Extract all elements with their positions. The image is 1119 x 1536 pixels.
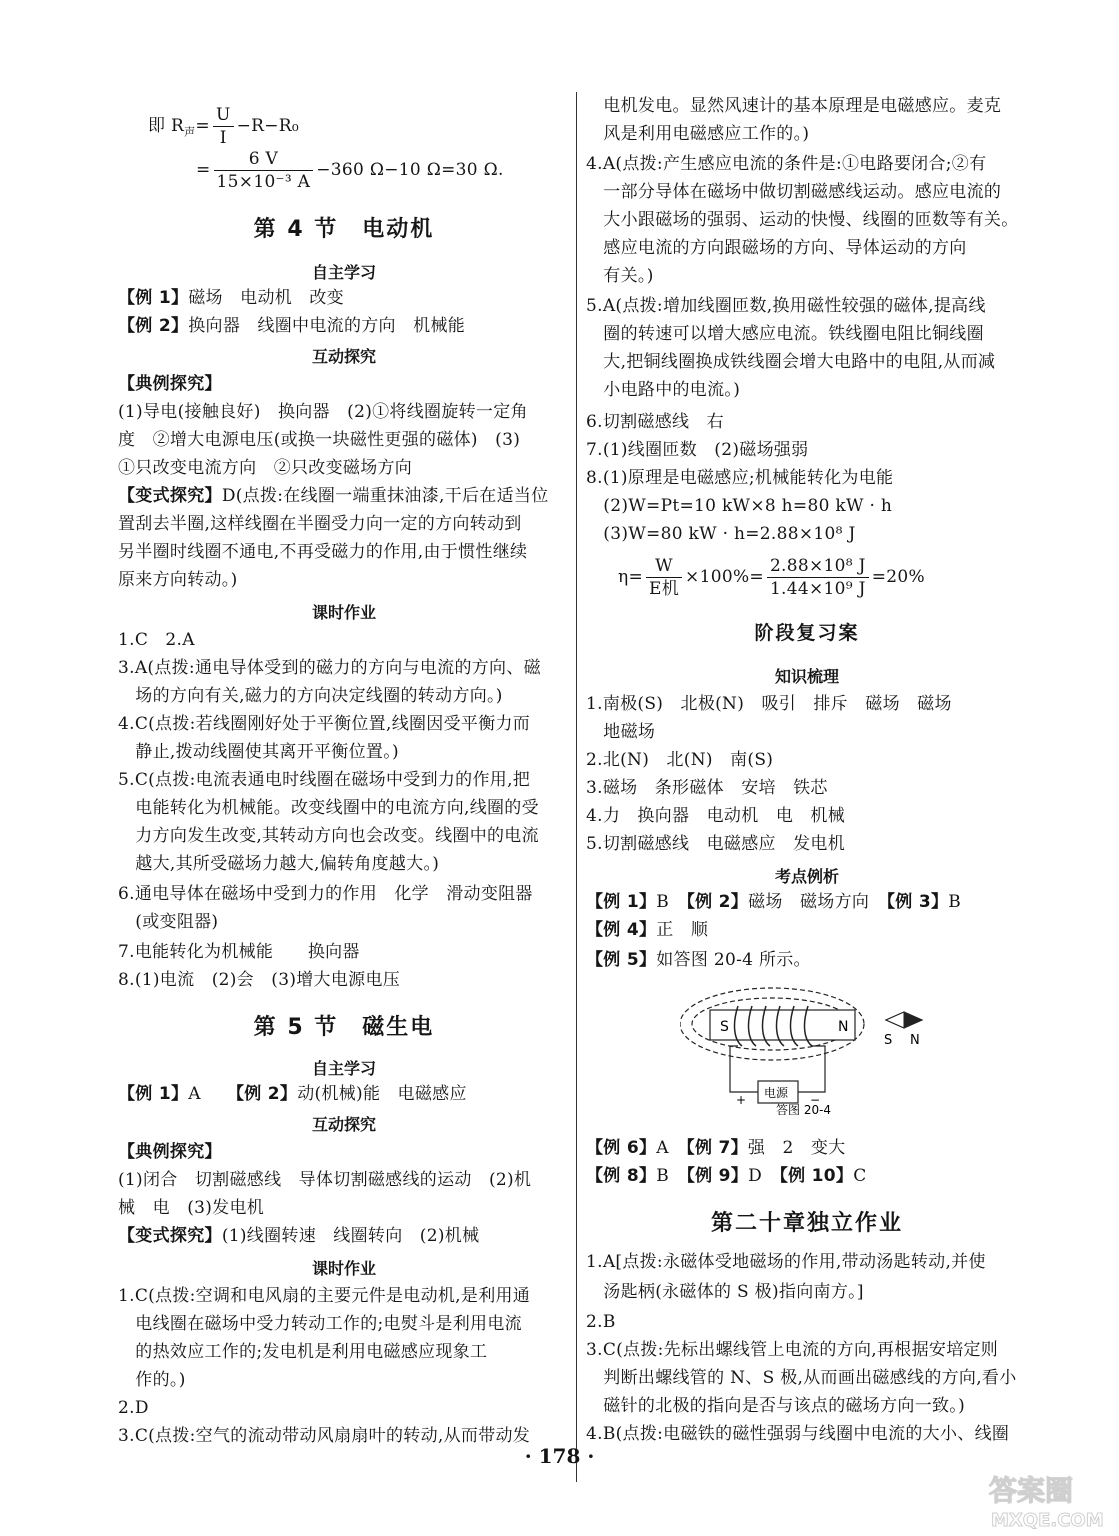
sec5-hw-line: 作的。) — [118, 1370, 186, 1390]
analysis-examples-8-10: 【例 8】B 【例 9】D 【例 10】C — [586, 1166, 867, 1186]
right-line: 风是利用电磁感应工作的。) — [586, 124, 810, 144]
review-item: 5.切割磁感线 电磁感应 发电机 — [586, 834, 846, 854]
section-5-sub-self-study: 自主学习 — [311, 1059, 376, 1078]
solenoid-s-pole: S — [720, 1019, 729, 1035]
fraction-u-over-i: $\frac{U}{I}$ — [213, 104, 234, 149]
sec4-hw-line: 8.(1)电流 (2)会 (3)增大电源电压 — [118, 970, 401, 990]
formula-line-1: 即 $R_声=$ $\frac{U}{I}$ −R−R₀ — [148, 105, 300, 148]
right-line: (3)W=80 kW · h=2.88×10⁸ J — [586, 524, 856, 544]
fraction-w-over-e: $\frac{W}{\text{E机}}$ — [646, 555, 682, 600]
sec4-hw-line: 7.电能转化为机械能 换向器 — [118, 942, 360, 962]
sec4-typical-line: ①只改变电流方向 ②只改变磁场方向 — [118, 458, 413, 478]
sec4-hw-line: 电能转化为机械能。改变线圈中的电流方向,线圈的受 — [118, 798, 539, 818]
right-line: (2)W=Pt=10 kW×8 h=80 kW · h — [586, 496, 893, 516]
section-4-sub-self-study: 自主学习 — [311, 263, 376, 282]
right-line: 大小跟磁场的强弱、运动的快慢、线圈的匝数等有关。 — [586, 210, 1019, 230]
sec4-typical-line: 度 ②增大电源电压(或换一块磁性更强的磁体) (3) — [118, 430, 521, 450]
right-line: 8.(1)原理是电磁感应;机械能转化为电能 — [586, 468, 894, 488]
ch20-item: 磁针的北极的指向是否与该点的磁场方向一致。) — [586, 1396, 966, 1416]
sec4-hw-line: 场的方向有关,磁力的方向决定线圈的转动方向。) — [118, 686, 503, 706]
analysis-examples-6-7: 【例 6】A 【例 7】强 2 变大 — [586, 1138, 846, 1158]
column-divider — [576, 92, 577, 1482]
ch20-item: 3.C(点拨:先标出螺线管上电流的方向,再根据安培定则 — [586, 1340, 999, 1360]
review-sub-analysis: 考点例析 — [774, 867, 839, 886]
solenoid-n-pole: N — [838, 1019, 849, 1035]
sec5-variant: 【变式探究】(1)线圈转速 线圈转向 (2)机械 — [118, 1226, 480, 1246]
sec4-hw-line: 4.C(点拨:若线圈刚好处于平衡位置,线圈因受平衡力而 — [118, 714, 531, 734]
sec5-hw-line: 的热效应工作的;发电机是利用电磁感应现象工 — [118, 1342, 488, 1362]
sec4-example-2: 【例 2】换向器 线圈中电流的方向 机械能 — [118, 316, 466, 336]
review-item: 3.磁场 条形磁体 安培 铁芯 — [586, 778, 828, 798]
sec4-typical-line: (1)导电(接触良好) 换向器 (2)①将线圈旋转一定角 — [118, 402, 528, 422]
review-sub-knowledge: 知识梳理 — [774, 667, 839, 686]
right-line: 一部分导体在磁场中做切割磁感线运动。感应电流的 — [586, 182, 1002, 202]
page-number: · 178 · — [524, 1444, 595, 1468]
sec4-variant-line: 置刮去半圈,这样线圈在半圈受力向一定的方向转动到 — [118, 514, 522, 534]
sec4-hw-line: 5.C(点拨:电流表通电时线圈在磁场中受到力的作用,把 — [118, 770, 531, 790]
sec4-hw-line: (或变阻器) — [118, 912, 219, 932]
plus-terminal: + — [736, 1093, 747, 1107]
fraction-energy-ratio: $\frac{\text{2.88×10⁸ J}}{\text{1.44×10⁹ J}}$ — [767, 555, 869, 600]
review-title: 阶段复习案 — [754, 622, 860, 644]
right-line: 7.(1)线圈匝数 (2)磁场强弱 — [586, 440, 809, 460]
compass-south-half — [886, 1012, 904, 1028]
sec4-typical-tag: 【典例探究】 — [118, 374, 222, 394]
power-source-label: 电源 — [764, 1086, 789, 1100]
analysis-example-5: 【例 5】如答图 20-4 所示。 — [586, 950, 811, 970]
section-4-sub-homework: 课时作业 — [311, 603, 376, 622]
review-item: 4.力 换向器 电动机 电 机械 — [586, 806, 846, 826]
section-5-sub-interactive: 互动探究 — [311, 1115, 376, 1134]
watermark-line-1: 答案圈 — [989, 1474, 1074, 1507]
right-line: 有关。) — [586, 266, 654, 286]
ch20-item: 汤匙柄(永磁体的 S 极)指向南方。] — [586, 1282, 864, 1302]
sec5-typical-tag: 【典例探究】 — [118, 1142, 222, 1162]
compass-north-half — [904, 1012, 922, 1028]
sec4-hw-line: 1.C 2.A — [118, 630, 195, 650]
sec4-hw-line: 越大,其所受磁场力越大,偏转角度越大。) — [118, 854, 440, 874]
compass-n-label: N — [910, 1033, 920, 1048]
review-item: 地磁场 — [586, 722, 656, 742]
right-column — [586, 0, 1028, 1480]
sec5-hw-line: 2.D — [118, 1398, 149, 1418]
right-line: 6.切割磁感线 右 — [586, 412, 724, 432]
right-line: 感应电流的方向跟磁场的方向、导体运动的方向 — [586, 238, 967, 258]
watermark-logo — [985, 1468, 1115, 1532]
sec4-hw-line: 力方向发生改变,其转动方向也会改变。线圈中的电流 — [118, 826, 539, 846]
solenoid-figure — [680, 980, 940, 1115]
wire-right — [798, 1046, 825, 1092]
compass-s-label: S — [884, 1033, 893, 1048]
sec4-variant-line: 原来方向转动。) — [118, 570, 238, 590]
sec4-variant: 【变式探究】D(点拨:在线圈一端重抹油漆,干后在适当位 — [118, 486, 549, 506]
wire-left — [730, 1046, 758, 1092]
sec4-variant-line: 另半圈时线圈不通电,不再受磁力的作用,由于惯性继续 — [118, 542, 528, 562]
sec4-example-1: 【例 1】磁场 电动机 改变 — [118, 288, 344, 308]
review-item: 2.北(N) 北(N) 南(S) — [586, 750, 774, 770]
sec5-typical-line: (1)闭合 切割磁感线 导体切割磁感线的运动 (2)机 — [118, 1170, 532, 1190]
right-line: 5.A(点拨:增加线圈匝数,换用磁性较强的磁体,提高线 — [586, 296, 986, 316]
figure-caption: 答图 20-4 — [776, 1103, 832, 1115]
right-line: 大,把铜线圈换成铁线圈会增大电路中的电阻,从而减 — [586, 352, 996, 372]
analysis-examples-1-3: 【例 1】B 【例 2】磁场 磁场方向 【例 3】B — [586, 892, 962, 912]
chapter-20-title: 第二十章独立作业 — [710, 1211, 903, 1236]
review-item: 1.南极(S) 北极(N) 吸引 排斥 磁场 磁场 — [586, 694, 952, 714]
section-4-sub-interactive: 互动探究 — [311, 347, 376, 366]
sec4-hw-line: 6.通电导体在磁场中受到力的作用 化学 滑动变阻器 — [118, 884, 533, 904]
section-5-sub-homework: 课时作业 — [311, 1259, 376, 1278]
fraction-voltage-over-current: $\frac{6 V}{\text{15×10⁻³ A}}$ — [214, 148, 314, 193]
analysis-example-4: 【例 4】正 顺 — [586, 920, 709, 940]
ch20-item: 1.A[点拨:永磁体受地磁场的作用,带动汤匙转动,并使 — [586, 1252, 986, 1272]
minus-terminal: − — [810, 1093, 821, 1107]
ch20-item: 4.B(点拨:电磁铁的磁性强弱与线圈中电流的大小、线圈 — [586, 1424, 1010, 1444]
sec5-hw-line: 1.C(点拨:空调和电风扇的主要元件是电动机,是利用通 — [118, 1286, 531, 1306]
efficiency-formula: η= $\frac{W}{\text{E机}}$ ×100%= $\frac{\text{2.88×10⁸ J}}{\text{1.44×10⁹ J}}$ =20% — [618, 556, 925, 599]
formula-line-2: = $\frac{6 V}{\text{15×10⁻³ A}}$ −360 Ω−10 Ω=30 Ω. — [196, 149, 504, 192]
watermark-line-2: MXQE.COM — [991, 1510, 1104, 1531]
sec4-hw-line: 3.A(点拨:通电导体受到的磁力的方向与电流的方向、磁 — [118, 658, 541, 678]
section-5-title: 第 5 节 磁生电 — [253, 1015, 435, 1040]
section-4-title: 第 4 节 电动机 — [253, 217, 435, 242]
sec5-typical-line: 械 电 (3)发电机 — [118, 1198, 265, 1218]
solenoid-core — [710, 1010, 855, 1040]
sec5-hw-line: 电线圈在磁场中受力转动工作的;电熨斗是利用电流 — [118, 1314, 522, 1334]
left-column — [118, 0, 570, 1480]
sec5-hw-line: 3.C(点拨:空气的流动带动风扇扇叶的转动,从而带动发 — [118, 1426, 531, 1446]
sec4-hw-line: 静止,拨动线圈使其离开平衡位置。) — [118, 742, 399, 762]
right-line: 电机发电。显然风速计的基本原理是电磁感应。麦克 — [586, 96, 1002, 116]
right-line: 圈的转速可以增大感应电流。铁线圈电阻比铜线圈 — [586, 324, 984, 344]
sec5-examples: 【例 1】A 【例 2】动(机械)能 电磁感应 — [118, 1084, 467, 1104]
right-line: 4.A(点拨:产生感应电流的条件是:①电路要闭合;②有 — [586, 154, 987, 174]
right-line: 小电路中的电流。) — [586, 380, 741, 400]
ch20-item: 2.B — [586, 1312, 616, 1332]
ch20-item: 判断出螺线管的 N、S 极,从而画出磁感线的方向,看小 — [586, 1368, 1017, 1388]
